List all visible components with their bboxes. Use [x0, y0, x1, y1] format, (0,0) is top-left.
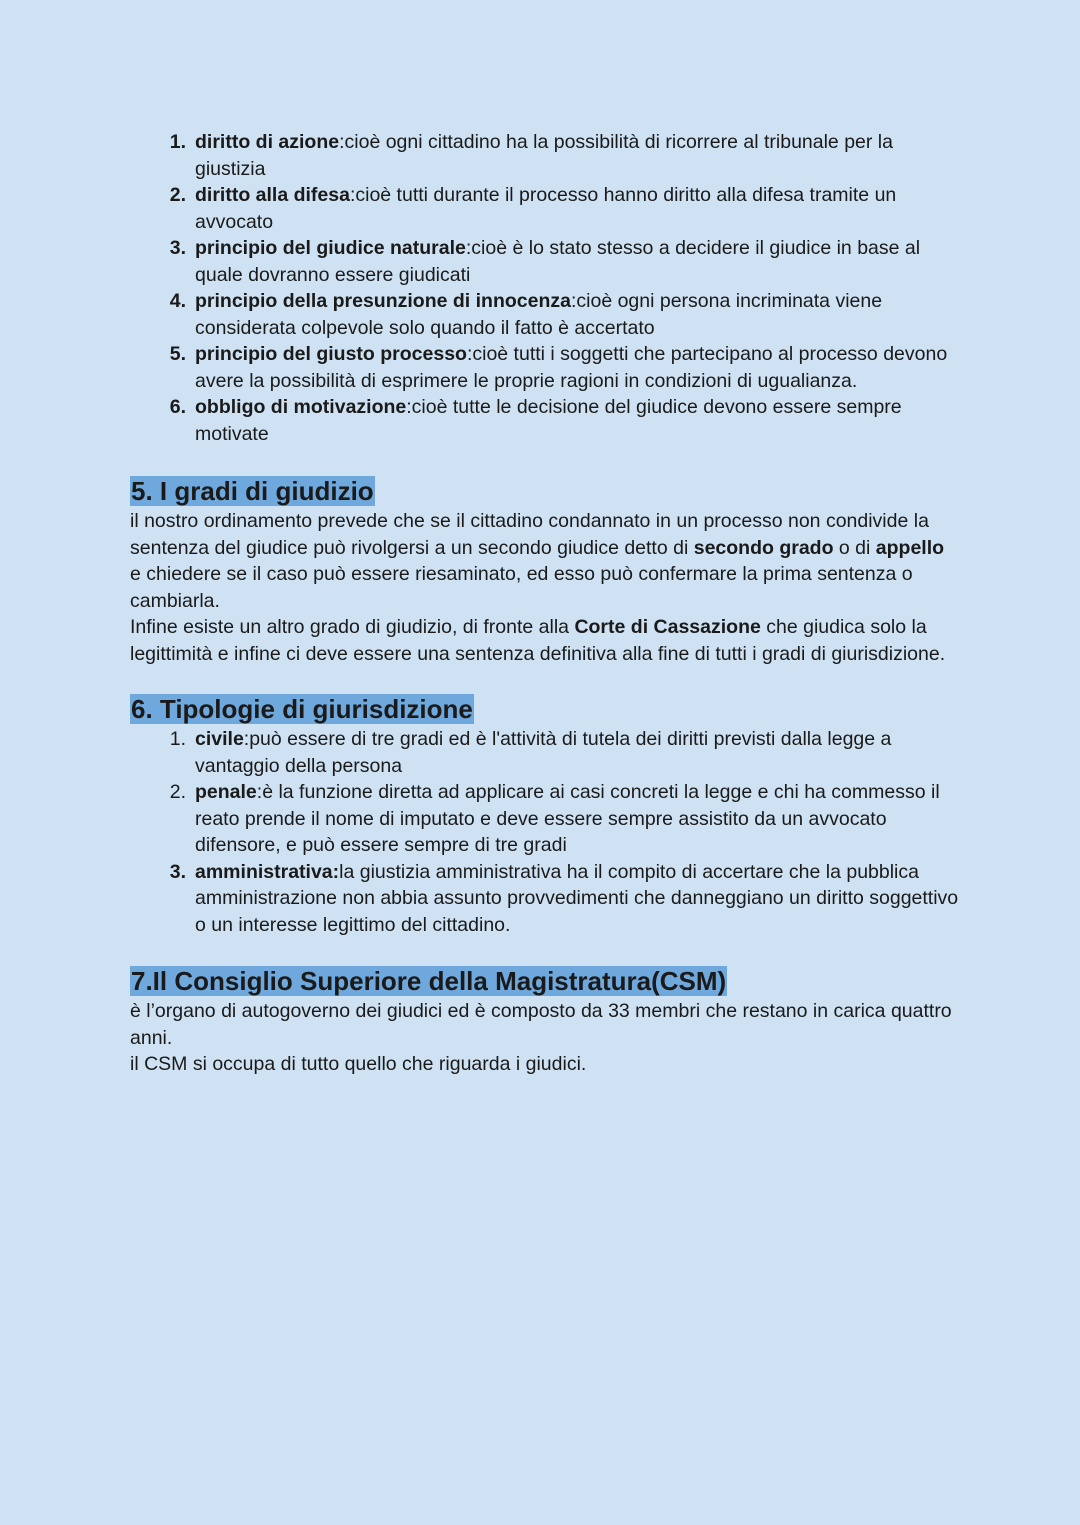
list-number: 2.: [169, 781, 186, 803]
list-text: :cioè tutti durante il processo hanno diritto alla difesa tramite un avvocato: [195, 184, 897, 233]
list-text: la giustizia amministrativa ha il compito di accertare che la pubblica amministrazione non abbia assunto provvedimenti che danneggiano un diritto soggettivo o un interesse legittimo del cittadino.: [195, 860, 959, 936]
section5-paragraph-2: [130, 614, 960, 667]
list-item: [130, 129, 960, 182]
section-heading-6: [130, 694, 960, 726]
section-heading-5: [130, 476, 960, 508]
list-item: [130, 859, 960, 939]
section7-paragraph-2: il CSM si occupa di tutto quello che riguarda i giudici.: [130, 1053, 587, 1075]
list-item: [130, 726, 960, 779]
list-item: [130, 182, 960, 235]
list-item: [130, 288, 960, 341]
list-item: [130, 341, 960, 394]
list-text: :cioè è lo stato stesso a decidere il giudice in base al quale dovranno essere giudicati: [195, 237, 921, 286]
list-number: 6.: [169, 396, 186, 418]
text-run: e chiedere se il caso può essere riesaminato, ed esso può confermare la prima sentenza o cambiarla.: [130, 563, 913, 612]
list-text: :cioè tutte le decisione del giudice devono essere sempre motivate: [195, 396, 902, 445]
list-term: civile: [195, 728, 244, 750]
jurisdiction-list: [130, 726, 960, 938]
list-number: 1.: [169, 131, 186, 153]
list-number: 3.: [169, 860, 186, 883]
list-text: :cioè ogni cittadino ha la possibilità di ricorrere al tribunale per la giustizia: [195, 131, 893, 180]
list-term: diritto alla difesa: [195, 184, 350, 206]
bold-term: Corte di Cassazione: [574, 616, 761, 638]
text-run: che giudica solo la legittimità e infine ci deve essere una sentenza definitiva alla fine di tutti i gradi di giurisdizione.: [130, 616, 946, 665]
list-term: penale: [195, 781, 257, 803]
list-number: 4.: [169, 290, 186, 312]
list-text: :può essere di tre gradi ed è l'attività di tutela dei diritti previsti dalla legge a vantaggio della persona: [195, 728, 892, 777]
list-text: :è la funzione diretta ad applicare ai casi concreti la legge e chi ha commesso il reato prende il nome di imputato e deve essere sempre assistito da un avvocato difensore, e può essere sempre di tre gradi: [195, 781, 940, 856]
list-term: obbligo di motivazione: [195, 396, 407, 418]
text-run: il nostro ordinamento prevede che se il cittadino condannato in un processo non condivide la sentenza del giudice può rivolgersi a un secondo giudice detto di: [130, 510, 929, 559]
heading-highlight: 5. I gradi di giudizio: [131, 476, 374, 506]
heading-highlight: 6. Tipologie di giurisdizione: [131, 694, 473, 724]
text-run: o di: [833, 536, 876, 559]
rights-list: [130, 129, 960, 447]
list-term: principio del giusto processo: [195, 343, 467, 365]
heading-highlight: 7.Il Consiglio Superiore della Magistratura(CSM): [131, 966, 727, 996]
bold-term: appello: [875, 536, 945, 559]
list-item: [130, 235, 960, 288]
list-item: [130, 394, 960, 447]
list-number: 1.: [169, 728, 186, 750]
list-item: [130, 779, 960, 859]
list-number: 2.: [169, 184, 186, 206]
list-number: 5.: [169, 343, 186, 365]
bold-term: secondo grado: [693, 536, 834, 559]
section-heading-7: [130, 966, 960, 998]
document-content: [130, 129, 960, 1078]
section5-paragraph-1: [130, 508, 960, 614]
list-term: amministrativa:: [195, 860, 340, 883]
list-term: principio del giudice naturale: [195, 237, 466, 259]
text-run: Infine esiste un altro grado di giudizio, di fronte alla: [130, 616, 575, 638]
list-number: 3.: [169, 237, 186, 259]
list-term: principio della presunzione di innocenza: [195, 290, 571, 312]
list-term: diritto di azione: [195, 131, 340, 153]
list-text: :cioè tutti i soggetti che partecipano al processo devono avere la possibilità di esprimere le proprie ragioni in condizioni di ugualianza.: [195, 343, 948, 392]
list-text: :cioè ogni persona incriminata viene considerata colpevole solo quando il fatto è accertato: [195, 290, 883, 339]
section7-paragraph-1: è l’organo di autogoverno dei giudici ed è composto da 33 membri che restano in carica quattro anni.: [130, 1000, 952, 1049]
